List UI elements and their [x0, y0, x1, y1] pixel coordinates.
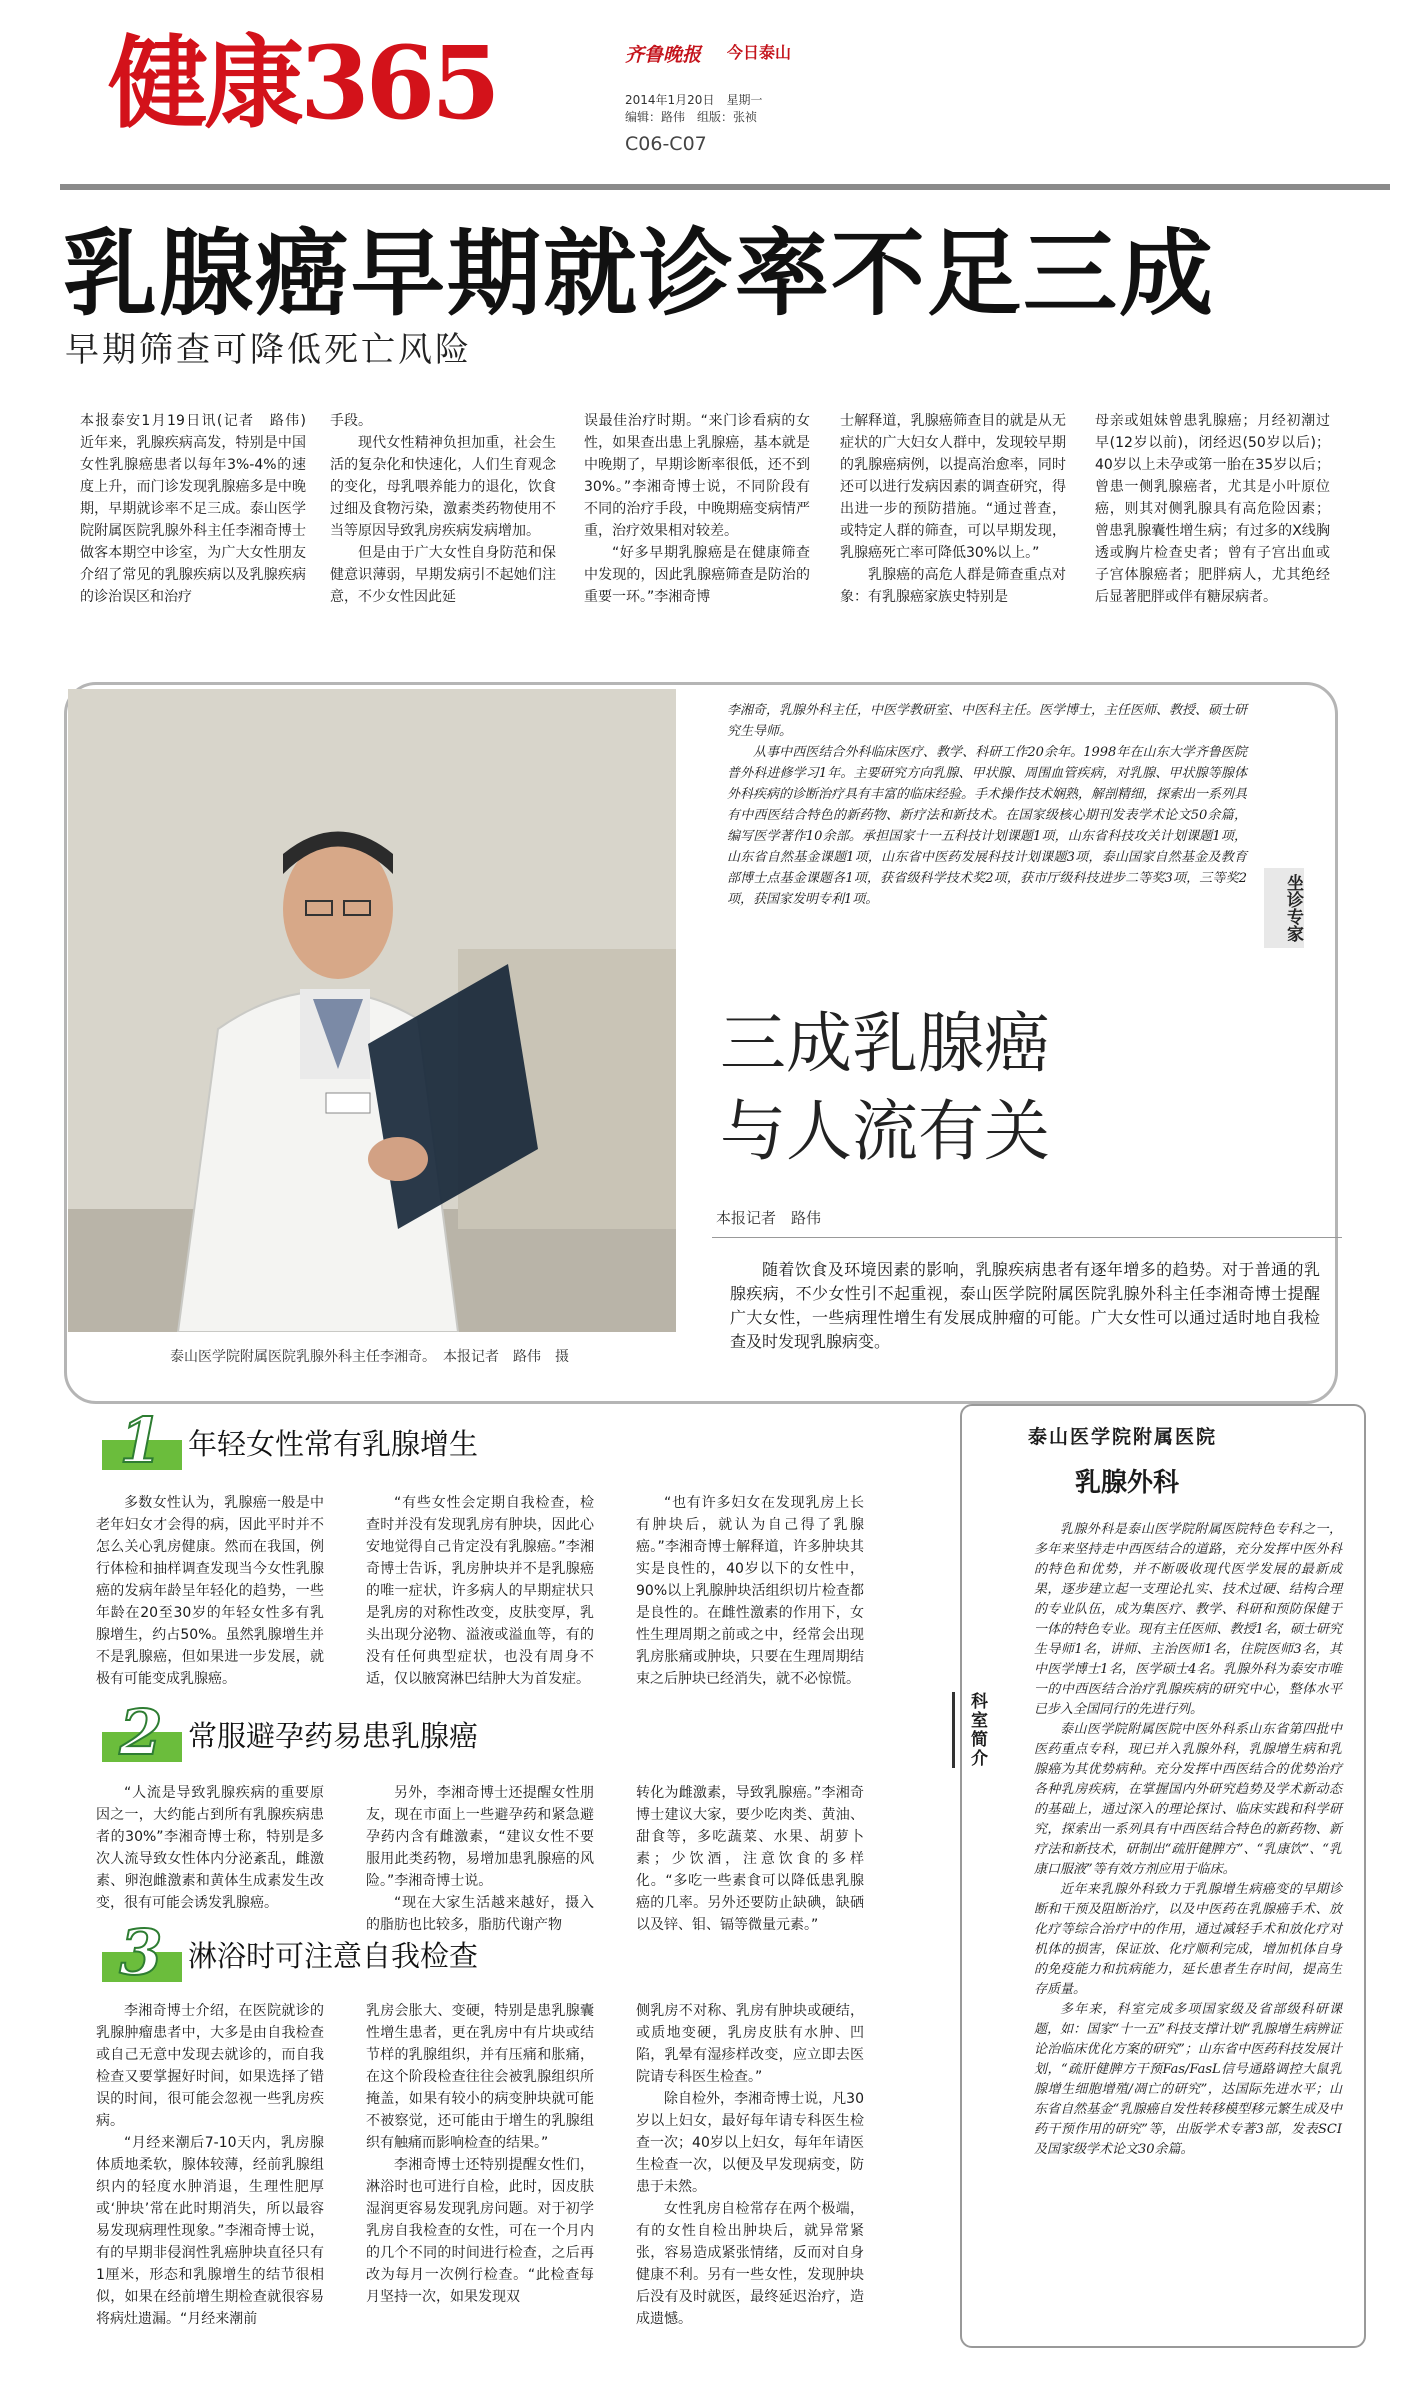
paragraph: 除自检外，李湘奇博士说，凡30岁以上妇女，最好每年请专科医生检查一次；40岁以上妇女，每年年请医生检查一次，以便及早发现病变，防患于未然。	[636, 2091, 864, 2195]
paragraph: “好多早期乳腺癌是在健康筛查中发现的，因此乳腺癌筛查是防治的重要一环。”李湘奇博	[584, 545, 810, 605]
paragraph: 泰山医学院附属医院中医外科系山东省第四批中医药重点专科，现已并入乳腺外科，乳腺增生病和乳腺癌为其优势病种。充分发挥中西医结合的优势治疗各种乳房疾病，在掌握国内外研究趋势及学术新动态的基础上，通过深入的理论探讨、临床实践和科学研究，探索出一系列具有中西医结合特色的新药物、新疗法和新技术，研制出“疏肝健脾方”、“乳康饮”、“乳康口服液”等有效方剂应用于临床。	[1034, 1722, 1342, 1877]
article-column-5	[1095, 410, 1330, 608]
page-range: C06-C07	[625, 133, 707, 155]
sidebar-tab-label: 科室简介	[952, 1692, 991, 1768]
bio-body: 从事中西医结合外科临床医疗、教学、科研工作20余年。1998年在山东大学齐鲁医院普外科进修学习1年。主要研究方向乳腺、甲状腺、周围血管疾病，对乳腺、甲状腺等腺体外科疾病的诊断治疗具有丰富的临床经验。手术操作技术娴熟，解剖精细，探索出一系列具有中西医结合特色的新药物、新疗法和新技术。在国家级核心期刊发表学术论文50余篇，编写医学著作10余部。承担国家十一五科技计划课题1项，山东省科技攻关计划课题1项，山东省自然基金课题1项，山东省中医药发展科技计划课题3项，泰山国家自然基金及教育部博士点基金课题各1项，获省级科学技术奖2项，获市厅级科技进步二等奖3项，三等奖2项，获国家发明专利1项。	[727, 745, 1248, 907]
paper-name: 齐鲁晚报	[625, 44, 702, 66]
photo-caption: 泰山医学院附属医院乳腺外科主任李湘奇。 本报记者 路伟 摄	[170, 1349, 569, 1365]
section-number: 1	[119, 1404, 163, 1477]
issue-meta	[625, 92, 762, 126]
doctor-illustration	[68, 689, 676, 1332]
section-title: 常服避孕药易患乳腺癌	[188, 1719, 479, 1753]
section-3-column-3	[636, 2000, 864, 2330]
article-column-1	[80, 410, 320, 608]
paragraph: 现代女性精神负担加重，社会生活的复杂化和快速化，人们生育观念的变化，母乳喂养能力的退化，饮食过细及食物污染，激素类药物使用不当等原因导致乳房疾病发病增加。	[330, 435, 556, 539]
sidebar-hospital: 泰山医学院附属医院	[1028, 1426, 1218, 1448]
bio-intro: 李湘奇，乳腺外科主任，中医学教研室、中医科主任。医学博士，主任医师、教授、硕士研究生导师。	[727, 703, 1248, 739]
paragraph: 乳腺外科是泰山医学院附属医院特色专科之一，多年来坚持走中西医结合的道路，充分发挥中医外科的特色和优势，并不断吸收现代医学发展的最新成果，逐步建立起一支理论扎实、技术过硬、结构合理的专业队伍，成为集医疗、教学、科研和预防保健于一体的特色专业。现有主任医师、教授1名，硕士研究生导师1名，讲师、主治医师1名，住院医师3名，其中医学博士1名，医学硕士4名。乳腺外科为泰安市唯一的中西医结合治疗乳腺疾病的研究中心，整体水平已步入全国同行的先进行列。	[1034, 1522, 1342, 1717]
paragraph: 乳腺癌的高危人群是筛查重点对象：有乳腺癌家族史特别是	[840, 567, 1066, 605]
paragraph: 手段。	[330, 413, 372, 429]
paragraph: “现在大家生活越来越好，摄入的脂肪也比较多，脂肪代谢产物	[366, 1895, 594, 1933]
masthead-title: 健康365	[108, 24, 497, 142]
paragraph: 李湘奇博士还特别提醒女性们，淋浴时也可进行自检，此时，因皮肤湿润更容易发现乳房问题。对于初学乳房自我检查的女性，可在一个月内的几个不同的时间进行检查，之后再改为每月一次例行检查。“此检查每月坚持一次，如果发现双	[366, 2157, 594, 2305]
issue-date: 2014年1月20日 星期一	[625, 93, 763, 107]
lead-paragraph: 随着饮食及环境因素的影响，乳腺疾病患者有逐年增多的趋势。对于普通的乳腺疾病，不少女性引不起重视，泰山医学院附属医院乳腺外科主任李湘奇博士提醒广大女性，一些病理性增生有发展成肿瘤的可能。广大女性可以通过适时地自我检查及时发现乳腺病变。	[730, 1260, 1320, 1351]
section-3-column-1	[96, 2000, 324, 2330]
doctor-bio	[727, 700, 1247, 910]
feature-title	[720, 1000, 1050, 1176]
paragraph: 但是由于广大女性自身防范和保健意识薄弱，早期发病引不起她们注意，不少女性因此延	[330, 545, 556, 605]
paragraph: 近年来乳腺外科致力于乳腺增生病癌变的早期诊断和干预及阻断治疗，以及中医药在乳腺癌手术、放化疗等综合治疗中的作用，通过减轻手术和放化疗对机体的损害，保证放、化疗顺利完成，增加机体自身的免疫能力和抗病能力，延长患者生存时间，提高生存质量。	[1034, 1882, 1342, 1997]
paragraph: 另外，李湘奇博士还提醒女性朋友，现在市面上一些避孕药和紧急避孕药内含有雌激素，“建议女性不要服用此类药物，易增加患乳腺癌的风险。”李湘奇博士说。	[366, 1785, 594, 1889]
paragraph: 多数女性认为，乳腺癌一般是中老年妇女才会得的病，因此平时并不怎么关心乳房健康。然而在我国，例行体检和抽样调查发现当今女性乳腺癌的发病年龄呈年轻化的趋势，一些年龄在20至30岁的年轻女性多有乳腺增生，约占50%。虽然乳腺增生并不是乳腺癌，但如果进一步发展，就极有可能变成乳腺癌。	[96, 1495, 324, 1687]
article-column-4	[840, 410, 1066, 608]
paragraph: “有些女性会定期自我检查，检查时并没有发现乳房有肿块，因此心安地觉得自己肯定没有乳腺癌。”李湘奇博士告诉，乳房肿块并不是乳腺癌的唯一症状，许多病人的早期症状只是乳房的对称性改变，皮肤变厚，乳头出现分泌物、溢液或溢血等，有的没有任何典型症状，也没有周身不适，仅以腋窝淋巴结肿大为首发症。	[366, 1495, 594, 1687]
paragraph: 本报泰安1月19日讯(记者 路伟) 近年来，乳腺疾病高发，特别是中国女性乳腺癌患者以每年3%-4%的速度上升，而门诊发现乳腺癌多是中晚期，早期就诊率不足三成。泰山医学院附属医院乳腺外科主任李湘奇博士做客本期空中诊室，为广大女性朋友介绍了常见的乳腺疾病以及乳腺疾病的诊治误区和治疗	[80, 413, 320, 605]
paragraph: 转化为雌激素，导致乳腺癌。”李湘奇博士建议大家，要少吃肉类、黄油、甜食等，多吃蔬菜、水果、胡萝卜素；少饮酒，注意饮食的多样化。“多吃一些素食可以降低患乳腺癌的几率。另外还要防止缺碘，缺硒以及锌、钼、镉等微量元素。”	[636, 1785, 864, 1933]
column-tag: 坐诊专家	[1264, 868, 1304, 948]
section-3-column-2	[366, 2000, 594, 2308]
feature-title-line-1: 三成乳腺癌	[720, 1005, 1050, 1082]
paragraph: “人流是导致乳腺疾病的重要原因之一，大约能占到所有乳腺疾病患者的30%”李湘奇博士称，特别是多次人流导致女性体内分泌紊乱，雌激素、卵泡雌激素和黄体生成素发生改变，很有可能会诱发乳腺癌。	[96, 1785, 324, 1911]
paragraph: 侧乳房不对称、乳房有肿块或硬结，或质地变硬，乳房皮肤有水肿、凹陷，乳晕有湿疹样改变，应立即去医院请专科医生检查。”	[636, 2003, 864, 2085]
masthead-rule	[60, 184, 1390, 190]
paragraph: 乳房会胀大、变硬，特别是患乳腺囊性增生患者，更在乳房中有片块或结节样的乳腺组织，并有压痛和胀痛，在这个阶段检查往往会被乳腺组织所掩盖，如果有较小的病变肿块就可能不被察觉，还可能由于增生的乳腺组织有触痛而影响检查的结果。”	[366, 2003, 594, 2151]
paragraph: “月经来潮后7-10天内，乳房腺体质地柔软，腺体较薄，经前乳腺组织内的轻度水肿消退，生理性肥厚或‘肿块’常在此时期消失，所以最容易发现病理性现象。”李湘奇博士说，有的早期非侵润性乳癌肿块直径只有1厘米，形态和乳腺增生的结节很相似，如果在经前增生期检查就很容易将病灶遗漏。“月经来潮前	[96, 2135, 324, 2327]
sidebar-body	[1034, 1520, 1342, 2160]
section-1-column-2	[366, 1492, 594, 1690]
edition-name: 今日泰山	[727, 43, 792, 62]
section-number: 2	[119, 1696, 163, 1769]
sub-headline: 早期筛查可降低死亡风险	[65, 330, 472, 370]
section-1-column-3	[636, 1492, 864, 1690]
section-1-column-1	[96, 1492, 324, 1690]
sidebar-department: 乳腺外科	[1075, 1468, 1180, 1498]
section-number: 3	[119, 1916, 163, 1989]
article-column-2	[330, 410, 556, 608]
section-title: 淋浴时可注意自我检查	[188, 1939, 479, 1973]
paragraph: “也有许多妇女在发现乳房上长有肿块后，就认为自己得了乳腺癌。”李湘奇博士解释道，许多肿块其实是良性的，40岁以下的女性中，90%以上乳腺肿块活组织切片检查都是良性的。在雌性激素的作用下，女性生理周期之前或之中，经常会出现乳房胀痛或肿块，只要在生理周期结束之后肿块已经消失，就不必惊慌。	[636, 1495, 864, 1687]
byline-divider	[712, 1237, 1342, 1238]
paragraph: 女性乳房自检常存在两个极端，有的女性自检出肿块后，就异常紧张，容易造成紧张情绪，反而对自身健康不利。另有一些女性，发现肿块后没有及时就医，最终延迟治疗，造成遗憾。	[636, 2201, 864, 2327]
section-2-column-2	[366, 1782, 594, 1936]
byline: 本报记者 路伟	[716, 1209, 822, 1227]
section-title: 年轻女性常有乳腺增生	[188, 1427, 479, 1461]
article-column-3	[584, 410, 810, 608]
section-2-column-3	[636, 1782, 864, 1936]
paragraph: 误最佳治疗时期。“来门诊看病的女性，如果查出患上乳腺癌，基本就是中晚期了，早期诊断率很低，还不到30%。”李湘奇博士说，不同阶段有不同的治疗手段，中晚期癌变病情严重，治疗效果相对较差。	[584, 413, 810, 539]
paragraph: 母亲或姐妹曾患乳腺癌；月经初潮过早(12岁以前)，闭经迟(50岁以后)；40岁以上未孕或第一胎在35岁以后；曾患一侧乳腺癌者，尤其是小叶原位癌，则其对侧乳腺具有高危险因素；曾患乳腺囊性增生病；有过多的X线胸透或胸片检查史者；曾有子宫出血或子宫体腺癌者；肥胖病人，尤其绝经后显著肥胖或伴有糖尿病者。	[1095, 413, 1330, 605]
paragraph: 多年来，科室完成多项国家级及省部级科研课题，如：国家“十一五”科技支撑计划“乳腺增生病辨证论治临床优化方案的研究”；山东省中医药科技发展计划，“疏肝健脾方干预Fas/FasL信号通路调控大鼠乳腺增生细胞增殖/凋亡的研究”，达国际先进水平；山东省自然基金“乳腺癌自发性转移模型移元繁生成及中药干预作用的研究”等，出版学术专著3部，发表SCI及国家级学术论文30余篇。	[1034, 2002, 1342, 2157]
paragraph: 李湘奇博士介绍，在医院就诊的乳腺肿瘤患者中，大多是由自我检查或自己无意中发现去就诊的，而自我检查又要掌握好时间，如果选择了错误的时间，很可能会忽视一些乳房疾病。	[96, 2003, 324, 2129]
issue-editors: 编辑：路伟 组版：张祯	[625, 110, 758, 124]
feature-title-line-2: 与人流有关	[720, 1093, 1050, 1170]
doctor-photo	[68, 689, 676, 1332]
paragraph: 士解释道，乳腺癌筛查目的就是从无症状的广大妇女人群中，发现较早期的乳腺癌病例，以提高治愈率，同时还可以进行发病因素的调查研究，得出进一步的预防措施。“通过普查，或特定人群的筛查，可以早期发现，乳腺癌死亡率可降低30%以上。”	[840, 413, 1066, 561]
section-2-column-1	[96, 1782, 324, 1914]
main-headline: 乳腺癌早期就诊率不足三成	[63, 220, 1216, 329]
